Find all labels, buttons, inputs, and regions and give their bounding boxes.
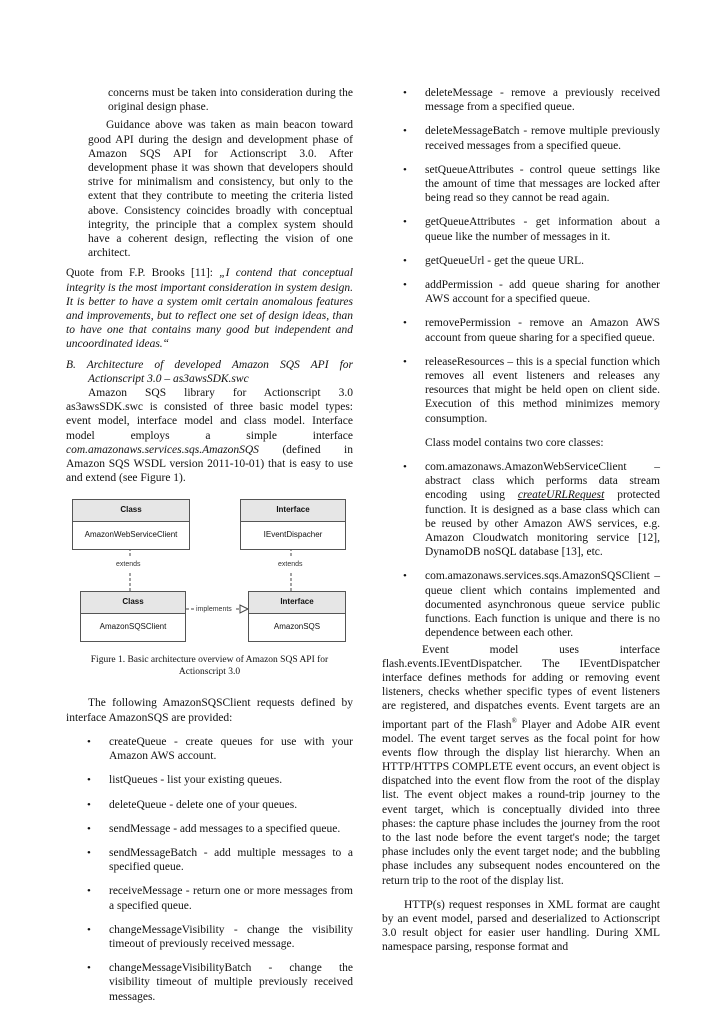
class1-text-a: com.amazonaws.AmazonWebServiceClient – abstract class which performs data stream encoding using: [425, 461, 660, 502]
bullet-icon: •: [87, 885, 91, 898]
bullet-icon: •: [403, 355, 407, 368]
bullet-icon: •: [87, 962, 91, 975]
list-item: [382, 124, 660, 152]
list-item-text: addPermission - add queue sharing for another AWS account for a specified queue.: [425, 279, 660, 306]
bullet-icon: •: [403, 163, 407, 176]
list-item: [382, 355, 660, 426]
list-item-text: com.amazonaws.services.sqs.AmazonSQSClient – queue client which contains implemented and documented asynchronous queue service public functions. Each function is unique and there is no dependence between each other.: [425, 570, 660, 640]
figure-caption: Figure 1. Basic architecture overview of Amazon SQS API for Actionscript 3.0: [90, 655, 329, 677]
list-item: [382, 460, 660, 559]
section-heading-b: B. Architecture of developed Amazon SQS API for Actionscript 3.0 – as3awsSDK.swc: [66, 358, 353, 385]
extends-label-right: extends: [276, 558, 305, 572]
list-item-text: getQueueAttributes - get information about a queue like the number of messages in it.: [425, 216, 660, 243]
list-item: [382, 316, 660, 344]
quote-lead: Quote from F.P. Brooks [11]:: [66, 267, 220, 280]
stereotype-label: Interface: [241, 500, 345, 521]
list-item: [382, 215, 660, 243]
bullet-icon: •: [87, 735, 91, 748]
class1-text-b: protected function. It is designed as a base class which can be reused by other Amazon AWS services, e.g. Amazon Cloudwatch monitoring service [12], DynamoDB noSQL database [13], etc.: [425, 489, 660, 559]
interface-ieventdispacher: [240, 499, 346, 549]
registered-mark: ®: [511, 716, 517, 725]
list-item: [382, 254, 660, 268]
bullet-icon: •: [403, 216, 407, 229]
bullet-icon: •: [403, 317, 407, 330]
bullet-icon: •: [87, 774, 91, 787]
list-item-text: deleteMessage - remove a previously received message from a specified queue.: [425, 87, 660, 114]
list-item: [382, 569, 660, 640]
left-paragraph-continuation: concerns must be taken into consideration during the original design phase.: [108, 87, 353, 114]
list-item-text: deleteQueue - delete one of your queues.: [109, 798, 298, 811]
list-item: [66, 884, 353, 912]
bullet-icon: •: [87, 822, 91, 835]
right-column: [382, 86, 660, 955]
list-item: [66, 961, 353, 1004]
left-paragraph-guidance: Guidance above was taken as main beacon toward good API during the design and development phase of Amazon SQS API for Actionscript 3.0. After development phase it was shown that developers should strive for minimalism and consistency, but only to the extent that they contribute to meeting the criteria listed above. Consistency coincides broadly with conceptual integrity, the principle that a complex system should have a coherent design, reflecting the vision of one architect.: [88, 119, 353, 260]
bullet-icon: •: [403, 125, 407, 138]
event-text-b: Player and Adobe AIR event model. The event target serves as the focal point for how events flow through the display list hierarchy. When an HTTP/HTTPS COMPLETE event occurs, an event object is dispatched into the event flow from the root of the display list. The event object makes a round-trip journey to the event target, which is conceptually divided into three phases: the capture phase includes the journey from the root to the last node before the event target's node; the target phase includes only the event target node; and the bubbling phase includes any subsequent nodes encountered on the return trip to the root of the display list.: [382, 718, 660, 887]
list-item-text: changeMessageVisibility - change the visibility timeout of previously received message.: [109, 923, 353, 950]
class-name: AmazonWebServiceClient: [84, 529, 178, 539]
event-model-paragraph: [382, 643, 660, 888]
bullet-icon: •: [403, 279, 407, 292]
bullet-icon: •: [403, 461, 407, 474]
list-item-text: getQueueUrl - get the queue URL.: [425, 254, 585, 267]
list-item: [382, 278, 660, 306]
bullet-icon: •: [87, 846, 91, 859]
quote-text: „I contend that conceptual integrity is the most important consideration in system design. It is better to have a system omit certain anomalous features and improvements, but to reflect one set of design ideas, than to have one that contains many good but independent and uncoordinated ideas.“: [66, 267, 353, 351]
list-item-text: sendMessageBatch - add multiple messages to a specified queue.: [109, 846, 353, 874]
list-item: [66, 846, 353, 874]
list-item-text: setQueueAttributes - control queue settings like the amount of time that messages are locked after being read so they cannot be read again.: [425, 163, 660, 205]
list-item: [382, 86, 660, 114]
class-name: AmazonSQSClient: [99, 621, 167, 631]
list-item-text: createQueue - create queues for use with your Amazon AWS account.: [109, 735, 353, 763]
bullet-icon: •: [87, 923, 91, 936]
interface-name: AmazonSQS: [273, 621, 321, 631]
list-item: [66, 773, 353, 787]
list-item: [66, 923, 353, 951]
bullet-icon: •: [403, 87, 407, 99]
bullet-icon: •: [403, 570, 407, 583]
stereotype-label: Interface: [249, 592, 345, 613]
extends-label-left: extends: [114, 558, 143, 572]
right-request-list: [382, 86, 660, 426]
interface-amazonsqs: [248, 591, 346, 641]
list-item-text: removePermission - remove an Amazon AWS account from queue sharing for a specified queue.: [425, 317, 660, 344]
list-item-text: receiveMessage - return one or more messages from a specified queue.: [109, 885, 353, 912]
arch-text-b: (defined in Amazon SQS WSDL version 2011-10-01) that is easy to use and extend (see Figure 1).: [66, 443, 353, 485]
class-list: [382, 460, 660, 640]
class1-text-italic: createURLRequest: [517, 489, 605, 502]
stereotype-label: Class: [81, 592, 185, 613]
stereotype-label: Class: [73, 500, 189, 521]
requests-intro: The following AmazonSQSClient requests defined by interface AmazonSQS are provided:: [66, 697, 353, 724]
interface-name: IEventDispacher: [263, 529, 323, 539]
http-response-paragraph: HTTP(s) request responses in XML format are caught by an event model, parsed and deserialized to Actionscript 3.0 result object for easier user handling. During XML namespace parsing, response format and: [382, 898, 660, 954]
list-item: [66, 735, 353, 763]
bullet-icon: •: [403, 254, 407, 267]
list-item: [66, 798, 353, 812]
class-amazonwebserviceclient: [72, 499, 190, 549]
implements-label: implements: [194, 603, 234, 617]
list-item-text: listQueues - list your existing queues.: [109, 774, 283, 787]
event-text-a: Event model uses interface flash.events.IEventDispatcher. The IEventDispatcher interface defines methods for adding or removing event listeners, checks whether specific types of event listeners are registered, and dispatches events. Event targets are an important part of the Flash: [382, 643, 660, 731]
architecture-paragraph: [66, 386, 353, 485]
list-item-text: releaseResources – this is a special function which removes all event listeners and releases any resources that might be held open on client side. Execution of this method minimizes memory consumption.: [425, 355, 660, 425]
list-item: [66, 822, 353, 836]
left-column: [66, 86, 353, 1014]
list-item-text: deleteMessageBatch - remove multiple previously received messages from a specified queue.: [425, 125, 660, 152]
arch-text-a: Amazon SQS library for Actionscript 3.0 as3awsSDK.swc is consisted of three basic model types: event model, interface model and class model. Interface model employs a simple interface: [66, 387, 353, 442]
brooks-quote: [66, 266, 353, 351]
arch-text-italic: com.amazonaws.services.sqs.AmazonSQS: [66, 443, 259, 456]
left-request-list: [66, 735, 353, 1004]
bullet-icon: •: [87, 798, 91, 811]
class-model-intro: Class model contains two core classes:: [425, 436, 604, 449]
figure-1-diagram: [66, 495, 353, 645]
class-amazonsqsclient: [80, 591, 186, 641]
list-item-text: sendMessage - add messages to a specified queue.: [109, 822, 341, 835]
list-item: [382, 163, 660, 206]
list-item-text: changeMessageVisibilityBatch - change the visibility timeout of multiple previously received messages.: [109, 962, 353, 1003]
